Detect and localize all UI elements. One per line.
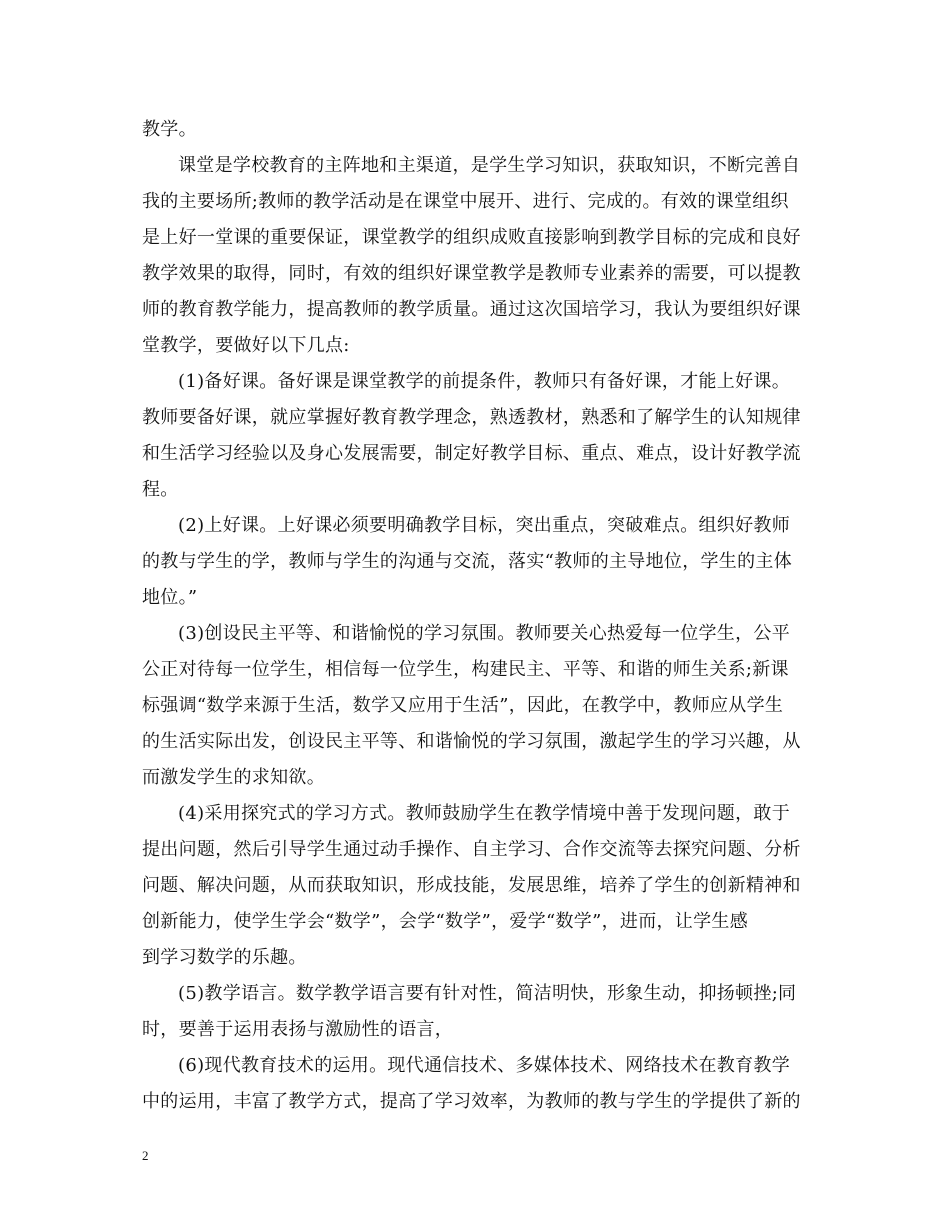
document-body (142, 112, 812, 1120)
text-line: 到学习数学的乐趣。 (142, 947, 307, 968)
text-line: 提出问题，然后引导学生通过动手操作、自主学习、合作交流等去探究问题、分析 (142, 839, 801, 860)
text-line: 我的主要场所;教师的教学活动是在课堂中展开、进行、完成的。有效的课堂组织 (142, 191, 789, 212)
paragraph-start-line: (6)现代教育技术的运用。现代通信技术、多媒体技术、网络技术在教育教学 (178, 1055, 790, 1076)
text-line: 堂教学，要做好以下几点: (142, 335, 350, 356)
text-line: 的生活实际出发，创设民主平等、和谐愉悦的学习氛围，激起学生的学习兴趣，从 (142, 731, 801, 752)
paragraph-start-line: (2)上好课。上好课必须要明确教学目标，突出重点，突破难点。组织好教师 (178, 515, 790, 536)
paragraph-start-line: (1)备好课。备好课是课堂教学的前提条件，教师只有备好课，才能上好课。 (178, 371, 790, 392)
text-line: 创新能力，使学生学会“数学”，会学“数学”，爱学“数学”，进而，让学生感 (142, 911, 749, 932)
text-line: 是上好一堂课的重要保证，课堂教学的组织成败直接影响到教学目标的完成和良好 (142, 227, 801, 248)
text-line: 教师要备好课，就应掌握好教育教学理念，熟透教材，熟悉和了解学生的认知规律 (142, 407, 801, 428)
text-line: 问题、解决问题，从而获取知识，形成技能，发展思维，培养了学生的创新精神和 (142, 875, 801, 896)
text-line: 的教与学生的学，教师与学生的沟通与交流，落实“教师的主导地位，学生的主体 (142, 551, 792, 572)
text-line: 教学效果的取得，同时，有效的组织好课堂教学是教师专业素养的需要，可以提教 (142, 263, 801, 284)
paragraph-start-line: (3)创设民主平等、和谐愉悦的学习氛围。教师要关心热爱每一位学生，公平 (178, 623, 790, 644)
text-line: 师的教育教学能力，提高教师的教学质量。通过这次国培学习，我认为要组织好课 (142, 299, 801, 320)
paragraph-start-line: (4)采用探究式的学习方式。教师鼓励学生在教学情境中善于发现问题，敢于 (178, 803, 790, 824)
text-line: 和生活学习经验以及身心发展需要，制定好教学目标、重点、难点，设计好教学流 (142, 443, 801, 464)
paragraph-start-line: (5)教学语言。数学教学语言要有针对性，简洁明快，形象生动，抑扬顿挫;同 (178, 983, 797, 1004)
page-number: 2 (142, 1148, 149, 1163)
text-line: 教学。 (142, 119, 197, 140)
text-line: 标强调“数学来源于生活，数学又应用于生活”，因此，在教学中，教师应从学生 (142, 695, 784, 716)
text-line: 中的运用，丰富了教学方式，提高了学习效率，为教师的教与学生的学提供了新的 (142, 1091, 801, 1112)
text-line: 地位。” (142, 587, 198, 608)
text-line: 程。 (142, 479, 179, 500)
text-line: 时，要善于运用表扬与激励性的语言， (142, 1019, 454, 1040)
text-line: 公正对待每一位学生，相信每一位学生，构建民主、平等、和谐的师生关系;新课 (142, 659, 789, 680)
text-line: 而激发学生的求知欲。 (142, 767, 325, 788)
paragraph-start-line: 课堂是学校教育的主阵地和主渠道，是学生学习知识，获取知识，不断完善自 (178, 155, 801, 176)
